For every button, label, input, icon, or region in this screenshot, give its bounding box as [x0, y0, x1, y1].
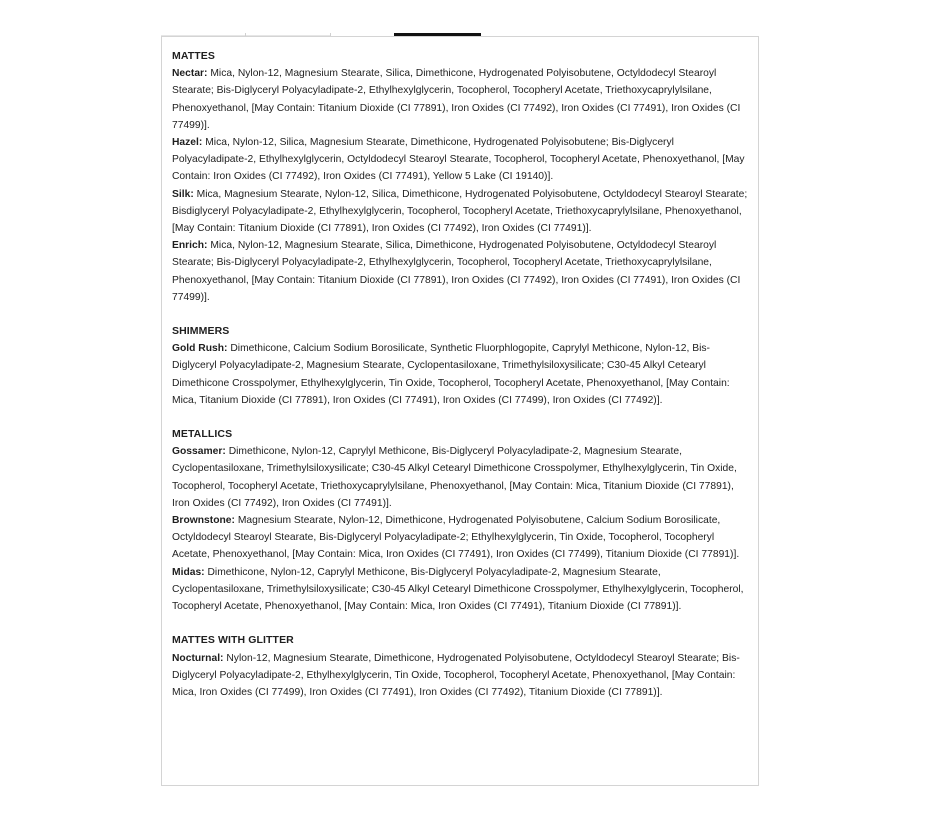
- section-title: SHIMMERS: [172, 325, 230, 338]
- shade-name: Nectar:: [172, 68, 208, 80]
- shade-entry: [172, 340, 752, 409]
- shade-ingredients: Mica, Magnesium Stearate, Nylon-12, Silica, Dimethicone, Hydrogenated Polyisobutene, Octyldodecyl Stearoyl Stearate; Bisdiglyceryl Polyacyladipate-2, Ethylhexylglycerin, Tocopherol, Tocopheryl Acetate, Triethoxycaprylylsilane, Phenoxyethanol, [May Contain: Titanium Dioxide (CI 77891), Iron Oxides (CI 77492), Iron Oxides (CI 77491)].: [172, 188, 748, 235]
- shade-name: Silk:: [172, 188, 194, 200]
- shade-name: Gossamer:: [172, 446, 226, 458]
- shade-ingredients: Dimethicone, Nylon-12, Caprylyl Methicone, Bis-Diglyceryl Polyacyladipate-2, Magnesium Stearate, Cyclopentasiloxane, Trimethylsiloxysilicate; C30-45 Alkyl Cetearyl Dimethicone Crosspolymer, Ethylhexylglycerin, Tocopherol, Tocopheryl Acetate, Phenoxyethanol, [May Contain: Mica, Iron Oxides (CI 77491), Titanium Dioxide (CI 77891)].: [172, 566, 744, 613]
- ingredient-section: [172, 632, 752, 701]
- section-title: MATTES WITH GLITTER: [172, 634, 294, 647]
- shade-ingredients: Magnesium Stearate, Nylon-12, Dimethicone, Hydrogenated Polyisobutene, Calcium Sodium Borosilicate, Octyldodecyl Stearoyl Stearate, Bis-Diglyceryl Polyacyladipate-2; Ethylhexylglycerin, Tin Oxide, Tocopherol, Tocopheryl Acetate, Phenoxyethanol, [May Contain: Mica, Iron Oxides (CI 77491), Iron Oxides (CI 77499), Titanium Dioxide (CI 77891)].: [172, 515, 740, 561]
- shade-entry: [172, 134, 752, 186]
- shade-entry: [172, 650, 752, 702]
- shade-name: Brownstone:: [172, 515, 235, 527]
- shade-name: Nocturnal:: [172, 652, 224, 664]
- shade-ingredients: Mica, Nylon-12, Silica, Magnesium Stearate, Dimethicone, Hydrogenated Polyisobutene; Bis-Diglyceryl Polyacyladipate-2, Ethylhexylglycerin, Octyldodecyl Stearoyl Stearate, Tocopherol, Tocopheryl Acetate, Phenoxyethanol, [May Contain: Iron Oxides (CI 77492), Iron Oxides (CI 77491), Yellow 5 Lake (CI 19140)].: [172, 137, 745, 183]
- shade-ingredients: Dimethicone, Calcium Sodium Borosilicate, Synthetic Fluorphlogopite, Caprylyl Methicone, Nylon-12, Bis-Diglyceryl Polyacyladipate-2, Magnesium Stearate, Cyclopentasiloxane, Trimethylsiloxysilicate; C30-45 Alkyl Cetearyl Dimethicone Crosspolymer, Ethylhexylglycerin, Tin Oxide, Tocopherol, Tocopheryl Acetate, Phenoxyethanol, [May Contain: Mica, Titanium Dioxide (CI 77891), Iron Oxides (CI 77491), Iron Oxides (CI 77499), Iron Oxides (CI 77492)].: [172, 343, 730, 406]
- shade-ingredients: Mica, Nylon-12, Magnesium Stearate, Silica, Dimethicone, Hydrogenated Polyisobutene, Octyldodecyl Stearoyl Stearate; Bis-Diglyceryl Polyacyladipate-2, Ethylhexylglycerin, Tocopherol, Tocopheryl Acetate, Triethoxycaprylylsilane, Phenoxyethanol, [May Contain: Titanium Dioxide (CI 77891), Iron Oxides (CI 77492), Iron Oxides (CI 77491), Iron Oxides (CI 77499)].: [172, 240, 741, 303]
- shade-name: Enrich:: [172, 240, 208, 252]
- ingredient-section: [172, 48, 752, 306]
- shade-entry: [172, 564, 752, 616]
- shade-entry: [172, 186, 752, 238]
- shade-ingredients: Dimethicone, Nylon-12, Caprylyl Methicone, Bis-Diglyceryl Polyacyladipate-2, Magnesium Stearate, Cyclopentasiloxane, Trimethylsiloxysilicate; C30-45 Alkyl Cetearyl Dimethicone Crosspolymer, Ethylhexylglycerin, Tin Oxide, Tocopherol, Tocopheryl Acetate, Triethoxycaprylylsilane, Phenoxyethanol, [May Contain: Mica, Titanium Dioxide (CI 77891), Iron Oxides (CI 77492), Iron Oxides (CI 77491)].: [172, 446, 737, 509]
- shade-name: Hazel:: [172, 137, 203, 149]
- ingredient-section: [172, 323, 752, 409]
- shade-ingredients: Mica, Nylon-12, Magnesium Stearate, Silica, Dimethicone, Hydrogenated Polyisobutene, Octyldodecyl Stearoyl Stearate; Bis-Diglyceryl Polyacyladipate-2, Ethylhexylglycerin, Tocopherol, Tocopheryl Acetate, Triethoxycaprylylsilane, Phenoxyethanol, [May Contain: Titanium Dioxide (CI 77891), Iron Oxides (CI 77492), Iron Oxides (CI 77491), Iron Oxides (CI 77499)].: [172, 68, 741, 131]
- shade-entry: [172, 65, 752, 134]
- section-title: METALLICS: [172, 428, 233, 441]
- shade-entry: [172, 512, 752, 564]
- shade-entry: [172, 237, 752, 306]
- section-title: MATTES: [172, 50, 215, 62]
- shade-entry: [172, 443, 752, 512]
- shade-name: Gold Rush:: [172, 343, 228, 355]
- ingredient-section: [172, 426, 752, 615]
- shade-name: Midas:: [172, 566, 205, 578]
- shade-ingredients: Nylon-12, Magnesium Stearate, Dimethicone, Hydrogenated Polyisobutene, Octyldodecyl Stearoyl Stearate; Bis-Diglyceryl Polyacyladipate-2, Ethylhexylglycerin, Tin Oxide, Tocopherol, Tocopheryl Acetate, Phenoxyethanol, [May Contain: Mica, Iron Oxides (CI 77499), Iron Oxides (CI 77491), Iron Oxides (CI 77492), Titanium Dioxide (CI 77891)].: [172, 652, 740, 698]
- ingredients-list: [172, 48, 752, 718]
